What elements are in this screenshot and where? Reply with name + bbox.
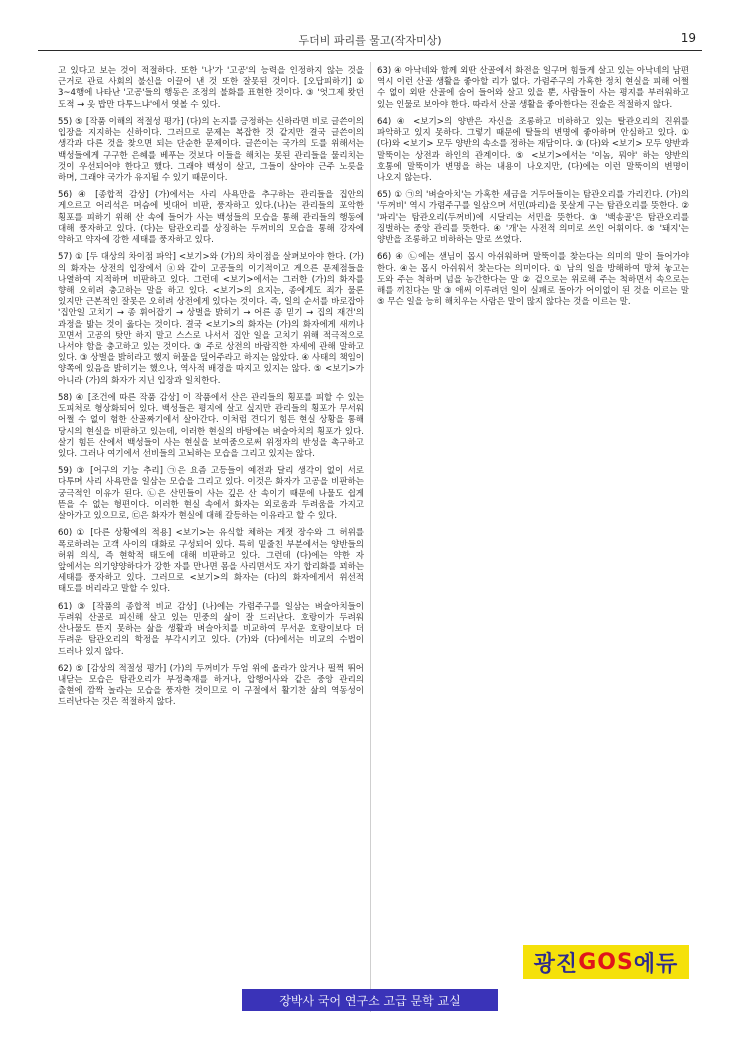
footer-banner: 장박사 국어 연구소 고급 문학 교실 [242,989,498,1011]
page-number: 19 [680,31,696,45]
answer-block: 고 있다고 보는 것이 적절하다. 또한 '나'가 '고공'의 능력을 인정하지 않는 것을 근거로 관료 사회의 불신을 이끌어 낸 것 또한 잘못된 것이다. [오답피하기] ① 3~4행에 나타난 '고공'들의 행동은 조정의 불화를 표현한 것이다. ③ '엇그제 왓던 도적 → 옷 밥만 다투느냐'에서 엿볼 수 있다. [58,66,364,110]
page-header [38,30,702,51]
answer-block: 60) ① [다른 상황에의 적용] <보기>는 유식할 체하는 게젓 장수와 그 허위를 폭로하려는 고객 사이의 대화로 구성되어 있다. 특히 밑줄친 부분에서는 양반들의 허위 의식, 즉 현학적 태도에 대해 비판하고 있다. 그런데 (다)에는 약한 자 앞에서는 의기양양하다가 강한 자를 만나면 몸을 사리면서도 자기 합리화를 꾀하는 세태를 풍자하고 있다. 그러므로 <보기>의 화자는 (다)의 화자에게서 위선적 태도를 버리라고 말할 수 있다. [58,528,364,595]
answer-block: 66) ④ ㉡에는 샌님이 몹시 아쉬워하며 말뚝이를 찾는다는 의미의 말이 들어가야 한다. ④는 몹시 아쉬워서 찾는다는 의미이다. ① 남의 일을 방해하여 망쳐 놓고는 도와 주는 척하며 넘을 농간한다는 말 ② 겉으로는 위로해 주는 척하면서 속으로는 해를 끼친다는 말 ③ 애써 이루려던 일이 실패로 돌아가 어이없이 된 것을 이르는 말 ⑤ 무슨 일을 능히 해치우는 사람은 말이 많지 않다는 것을 이르는 말. [377,252,689,308]
brand-logo [523,945,689,979]
answer-block: 58) ④ [조건에 따른 작품 감상] 이 작품에서 산은 관리들의 횡포를 피할 수 있는 도피처로 형상화되어 있다. 백성들은 평지에 살고 싶지만 관리들의 횡포가 무서워 어쩔 수 없이 험한 산골짜기에서 살아간다. 이처럼 견디기 힘든 현실 상황을 통해 당시의 현실을 비판하고 있는데, 이러한 현실의 바탕에는 벼슬아치의 횡포가 있다. 살기 힘든 산에서 백성들이 사는 현실을 보여줌으로써 위정자의 반성을 촉구하고 있다. 그러나 여기에서 선비들의 고뇌하는 모습을 그리고 있지는 않다. [58,392,364,459]
answer-block: 63) ④ 아낙네와 함께 외딴 산골에서 화전을 일구며 힘들게 살고 있는 아낙네의 남편 역시 이런 산골 생활을 좋아할 리가 없다. 가렴주구의 가혹한 정치 현실을 피해 어쩔 수 없이 외딴 산골에 숨어 들어와 살고 있을 뿐, 사람들이 사는 평지를 부러워하고 있는 인물로 보아야 한다. 따라서 산골 생활을 좋아한다는 진술은 적절하지 않다. [377,66,689,110]
right-column [377,66,689,314]
answer-block: 62) ⑤ [감상의 적절성 평가] (가)의 두꺼비가 두엄 위에 올라가 앉거나 펄쩍 뛰어 내닫는 모습은 탐관오리가 부정축재를 하거나, 압행어사와 같은 중앙 관리의 출현에 깜짝 놀라는 모습을 풍자한 것이므로 이 구절에서 활기찬 삶의 역동성이 드러난다는 것은 적절하지 않다. [58,663,364,708]
column-divider [370,62,371,1012]
header-title: 두더비 파리를 물고(작자미상) [298,34,442,47]
answer-block: 64) ④ <보기>의 양반은 자신을 조롱하고 비하하고 있는 탈관오리의 진위를 파악하고 있지 못하다. 그렇기 때문에 탈들의 변명에 좋아하며 안심하고 있다. ① (다)와 <보기> 모두 양반의 속소를 정하는 재담이다. ③ (다)와 <보기> 모두 양반과 말뚝이는 상전과 하인의 관계이다. ⑤ <보기>에서는 '이놈, 뭐야' 하는 양반의 호통에 말뚝이가 변명을 하는 내용이 나오지만, (다)에는 이런 말뚝이의 변명이 나오지 않는다. [377,116,689,183]
answer-block: 57) ① [두 대상의 차이점 파악] <보기>와 (가)의 차이점을 살펴보아야 한다. (가)의 화자는 상전의 입장에서 ⓐ와 같이 고공들의 이기적이고 게으른 문제점들을 나열하여 지적하며 비판하고 있다. 그런데 <보기>에서는 그러한 (가)의 화자를 향해 오히려 충고하는 말을 하고 있다. <보기>의 요지는, 종에게도 죄가 물론 있지만 근본적인 잘못은 오히려 상전에게 있다는 것이다. 즉, 일의 순서를 바로잡아 '집안일 고치기 → 종 휘어잡기 → 상벌을 밝히기 → 어른 종 믿기 → 집의 재건'의 과정을 밟는 것이 옳다는 것이다. 결국 <보기>의 화자는 (가)의 화자에게 새끼나 꼬면서 고공의 탓만 하지 말고 스스로 나서서 집안 일을 고치기 위해 적극적으로 나서야 함을 충고하고 있는 것이다. ③ 주로 상전의 바람직한 자세에 관해 말하고 있다. ③ 상벌을 밝히라고 했지 허물을 덮어주라고 하지는 않았다. ④ 사태의 책임이 양쪽에 있음을 밝히기는 했으나, 역사적 배경을 따지고 있지는 않다. ⑤ <보기>가 아니라 (가)의 화자가 지닌 입장과 일치한다. [58,252,364,386]
brand-logo-part: GOS [578,949,634,975]
answer-block: 59) ③ [어구의 기능 추리] ㉠은 요즘 고등들이 예전과 달리 생각이 없이 서로 다투며 사리 사욕만을 일삼는 모습을 그리고 있다. 이것은 화자가 고공을 비판하는 궁극적인 이유가 된다. ㉡은 산민들이 사는 깊은 산 속이기 때문에 나물도 쉽게 뜯을 수 없는 형편이다. 이러한 현실 속에서 화자는 외로움과 두려움을 가지고 살아가고 있으므로, ㉢은 화자가 현실에 대해 갈등하는 이유라고 할 수 있다. [58,466,364,522]
answer-block: 56) ④ [종합적 감상] (가)에서는 사리 사욕만을 추구하는 관리들을 집안의 게으르고 어리석은 머슴에 빗대어 비판, 풍자하고 있다.(나)는 관리들의 포악한 횡포를 피하기 위해 산 속에 들어가 사는 백성들의 모습을 통해 관리들의 행동에 대해 풍자하고 있다. (다)는 탐관오리를 상징하는 두꺼비의 모습을 통해 강자에 약하고 약자에 강한 세태를 풍자하고 있다. [58,190,364,246]
brand-logo-part: 에듀 [633,951,679,977]
answer-block: 65) ① ㉠의 '벼슬아치'는 가혹한 세금을 거두어들이는 탐관오리를 가리킨다. (가)의 '두꺼비' 역시 가렴주구를 일삼으며 서민(파리)을 못살게 구는 탐관오리를 뜻한다. ② '파리'는 탐관오리(두꺼비)에 시달리는 서민을 뜻한다. ③ '백송골'은 탐관오리를 징벌하는 중앙 관리를 뜻한다. ④ '개'는 사전적 의미로 쓰인 어휘이다. ⑤ '돼지'는 양반을 조롱하고 비하하는 말로 쓰였다. [377,190,689,246]
answer-block: 55) ⑤ [작품 이해의 적절성 평가] (다)의 논지를 긍정하는 신하라면 비로 글쓴이의 입장을 지지하는 신하이다. 그러므로 문제는 복잡한 것 같지만 결국 글쓴이의 생각과 다른 것을 찾으면 되는 단순한 문제이다. 글쓴이는 국가의 도를 위해서는 백성들에게 구구한 은혜를 베푸는 것보다 이들을 해치는 못된 관리들을 물리치는 것이 우선되어야 한다고 했다. 그래야 백성이 살고, 그들이 살아야 근주 노릇을 하며, 그래야 국가가 유지될 수 있기 때문이다. [58,116,364,183]
answer-block: 61) ③ [작품의 종합적 비교 감상] (나)에는 가렴주구를 일삼는 벼슬아치들이 두려워 산골로 피신해 살고 있는 민중의 삶이 잘 드러난다. 호랑이가 두려워 산나물도 뜯지 못하는 삶을 생활과 벼슬아치를 비교하여 무서운 호랑이보다 더 두려운 탐관오리의 학정을 부각시키고 있다. (가)와 (다)에서는 비교의 수법이 드러나 있지 않다. [58,601,364,657]
left-column [58,66,364,715]
brand-logo-part: 광진 [533,951,579,977]
